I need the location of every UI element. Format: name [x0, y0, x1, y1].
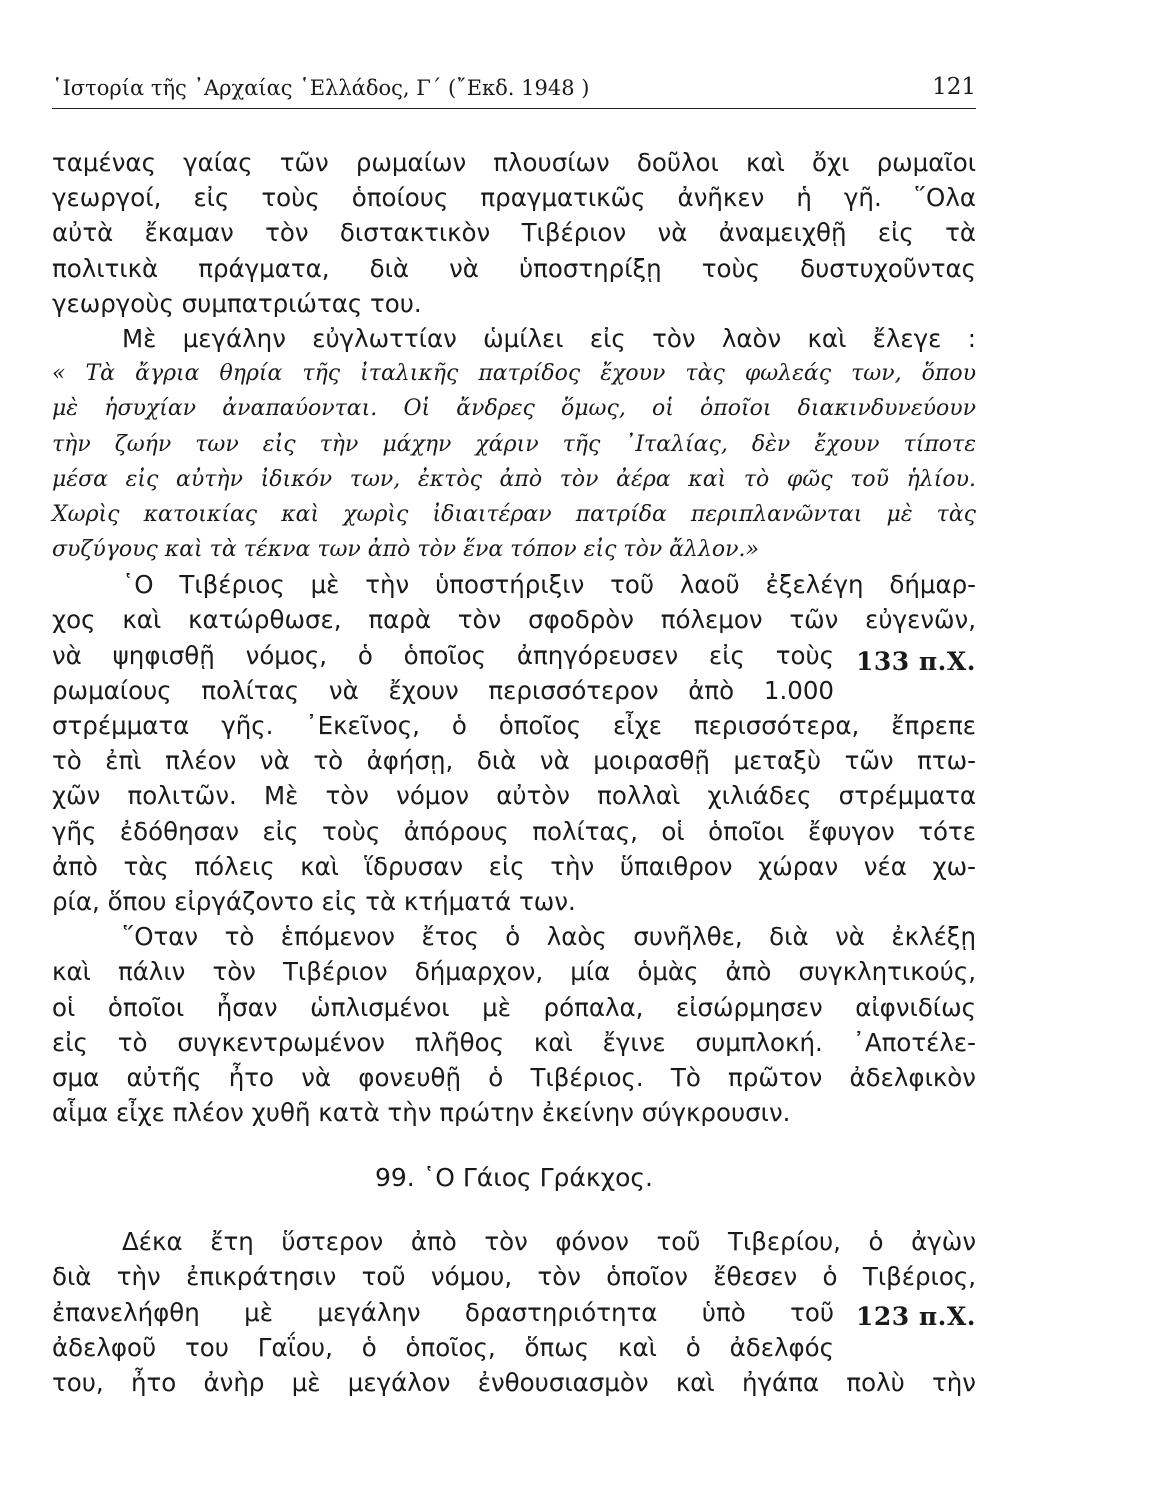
- quote-line: « Τὰ ἄγρια θηρία τῆς ἰταλικῆς πατρίδος ἔχουν τὰς φωλεάς των, ὅπου: [52, 361, 976, 387]
- text-line: τὸ ἐπὶ πλέον νὰ τὸ ἀφήσῃ, διὰ νὰ μοιρασθῇ μεταξὺ τῶν πτω-: [52, 746, 976, 776]
- quote-line: Χωρὶς κατοικίας καὶ χωρὶς ἰδιαιτέραν πατρίδα περιπλανῶνται μὲ τὰς: [52, 501, 976, 527]
- page-number: 121: [932, 74, 976, 100]
- text-line: εἰς τὸ συγκεντρωμένον πλῆθος καὶ ἔγινε συμπλοκή. ᾽Αποτέλε-: [52, 1027, 976, 1057]
- text-line: ῾Ο Τιβέριος μὲ τὴν ὑποστήριξιν τοῦ λαοῦ ἐξελέγη δήμαρ-: [122, 570, 976, 600]
- text-line: οἱ ὁποῖοι ἦσαν ὡπλισμένοι μὲ ρόπαλα, εἰσώρμησεν αἰφνιδίως: [52, 992, 976, 1022]
- paragraph-3: [52, 567, 976, 919]
- quote-line: μέσα εἰς αὐτὴν ἰδικόν των, ἐκτὸς ἀπὸ τὸν ἀέρα καὶ τὸ φῶς τοῦ ἡλίου.: [52, 466, 976, 492]
- book-title: ῾Ιστορία τῆς ᾽Αρχαίας ῾Ελλάδος, Γ΄ (῎Εκδ. 1948 ): [52, 76, 590, 100]
- quote-line: μὲ ἡσυχίαν ἀναπαύονται. Οἱ ἄνδρες ὅμως, οἱ ὁποῖοι διακινδυνεύουν: [52, 396, 976, 422]
- quote-line: τὴν ζωήν των εἰς τὴν μάχην χάριν τῆς ᾽Ιταλίας, δὲν ἔχουν τίποτε: [52, 431, 976, 457]
- text-line: ἀπὸ τὰς πόλεις καὶ ἵδρυσαν εἰς τὴν ὕπαιθρον χώραν νέα χω-: [52, 851, 976, 881]
- text-line: πολιτικὰ πράγματα, διὰ νὰ ὑποστηρίξῃ τοὺς δυστυχοῦντας: [52, 253, 976, 283]
- speech-quote: [52, 356, 976, 567]
- text-line: Δέκα ἔτη ὕστερον ἀπὸ τὸν φόνον τοῦ Τιβερίου, ὁ ἀγὼν: [122, 1227, 976, 1257]
- text-line: καὶ πάλιν τὸν Τιβέριον δήμαρχον, μία ὁμὰς ἀπὸ συγκλητικούς,: [52, 957, 976, 987]
- margin-date-note: 123 π.Χ.: [856, 1302, 976, 1332]
- paragraph-1: [52, 145, 976, 321]
- text-line: γῆς ἐδόθησαν εἰς τοὺς ἀπόρους πολίτας, οἱ ὁποῖοι ἔφυγον τότε: [52, 816, 976, 846]
- margin-date-note: 133 π.Χ.: [856, 647, 976, 677]
- text-line: νὰ ψηφισθῇ νόμος, ὁ ὁποῖος ἀπηγόρευσεν εἰς τοὺς: [52, 640, 834, 670]
- text-line: γεωργοί, εἰς τοὺς ὁποίους πραγματικῶς ἀνῆκεν ἡ γῆ. ῞Ολα: [52, 183, 976, 213]
- page-body: [52, 145, 976, 1400]
- text-line: χος καὶ κατώρθωσε, παρὰ τὸν σφοδρὸν πόλεμον τῶν εὐγενῶν,: [52, 605, 976, 635]
- text-line: στρέμματα γῆς. ᾽Εκεῖνος, ὁ ὁποῖος εἶχε περισσότερα, ἔπρεπε: [52, 711, 976, 740]
- text-line: ἐπανελήφθη μὲ μεγάλην δραστηριότητα ὑπὸ τοῦ: [52, 1297, 834, 1327]
- section-heading: 99. ῾Ο Γάιος Γράκχος.: [375, 1163, 653, 1193]
- text-line: διὰ τὴν ἐπικράτησιν τοῦ νόμου, τὸν ὁποῖον ἔθεσεν ὁ Τιβέριος,: [52, 1262, 976, 1292]
- text-line: ταμένας γαίας τῶν ρωμαίων πλουσίων δοῦλοι καὶ ὄχι ρωμαῖοι: [52, 148, 976, 177]
- text-line: αἷμα εἶχε πλέον χυθῆ κατὰ τὴν πρώτην ἐκείνην σύγκρουσιν.: [52, 1098, 791, 1128]
- text-line: ῞Οταν τὸ ἑπόμενον ἔτος ὁ λαὸς συνῆλθε, διὰ νὰ ἐκλέξῃ: [122, 922, 976, 952]
- text-line: γεωργοὺς συμπατριώτας του.: [52, 288, 422, 318]
- text-line: ρωμαίους πολίτας νὰ ἔχουν περισσότερον ἀπὸ 1.000: [52, 675, 834, 705]
- running-header: [52, 72, 976, 109]
- text-line: ρία, ὅπου εἰργάζοντο εἰς τὰ κτήματά των.: [52, 886, 576, 916]
- paragraph-4: [52, 919, 976, 1130]
- section-spacer: [52, 1130, 976, 1158]
- paragraph-2-intro: Μὲ μεγάλην εὐγλωττίαν ὡμίλει εἰς τὸν λαὸν καὶ ἔλεγε :: [122, 323, 976, 353]
- text-line: αὐτὰ ἔκαμαν τὸν διστακτικὸν Τιβέριον νὰ ἀναμειχθῇ εἰς τὰ: [52, 218, 976, 248]
- text-line: του, ἦτο ἀνὴρ μὲ μεγάλον ἐνθουσιασμὸν καὶ ἠγάπα πολὺ τὴν: [52, 1368, 976, 1397]
- paragraph-5: [52, 1224, 976, 1400]
- text-line: σμα αὐτῆς ἦτο νὰ φονευθῇ ὁ Τιβέριος. Τὸ πρῶτον ἀδελφικὸν: [52, 1062, 976, 1092]
- quote-line: συζύγους καὶ τὰ τέκνα των ἀπὸ τὸν ἕνα τόπον εἰς τὸν ἄλλον.»: [52, 537, 759, 563]
- text-line: χῶν πολιτῶν. Μὲ τὸν νόμον αὐτὸν πολλαὶ χιλιάδες στρέμματα: [52, 781, 976, 811]
- text-line: ἀδελφοῦ του Γαΐου, ὁ ὁποῖος, ὅπως καὶ ὁ ἀδελφός: [52, 1332, 834, 1362]
